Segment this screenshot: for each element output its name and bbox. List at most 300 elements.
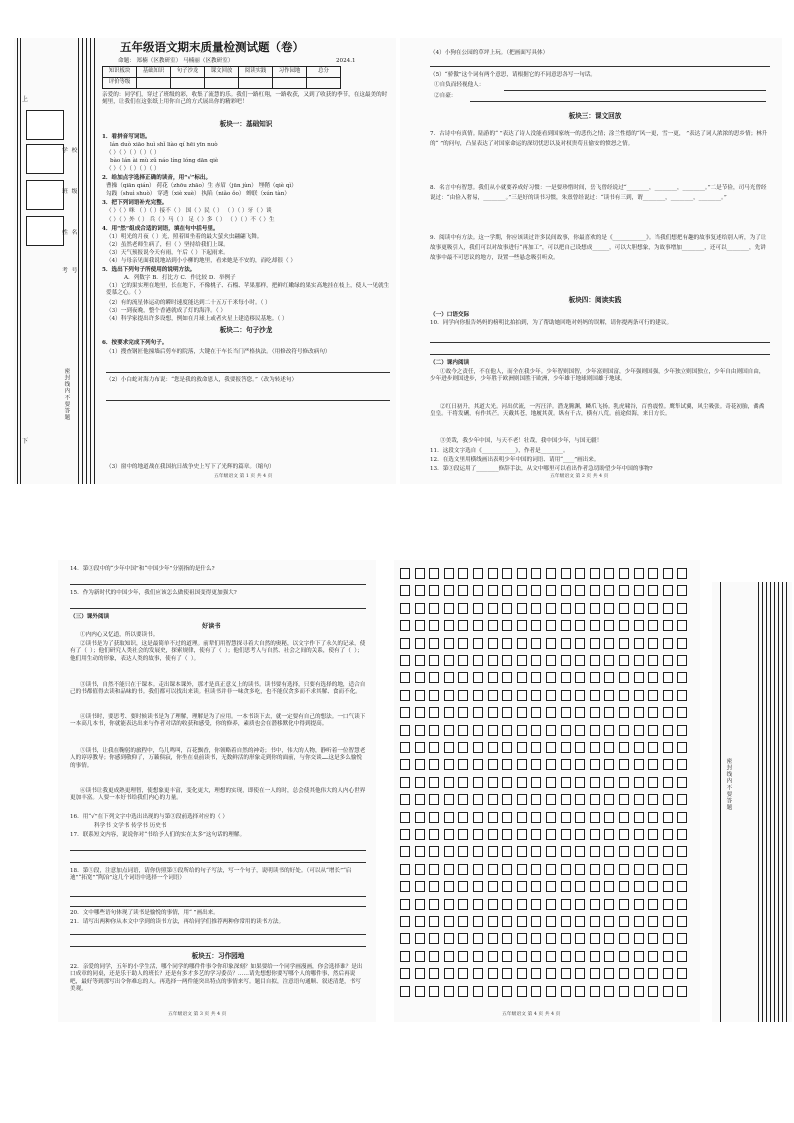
grid-cell[interactable]	[415, 603, 425, 614]
grid-cell[interactable]	[619, 794, 629, 805]
question-line[interactable]: （1）明光的月夜（ ）光，照着围坐着的最大萤火虫翩翩飞舞。	[106, 234, 263, 240]
grid-cell[interactable]	[677, 655, 687, 666]
question-11[interactable]: 11．这段文字选自《____________》，作者是________。	[430, 448, 569, 454]
grid-cell[interactable]	[473, 759, 483, 770]
grid-cell[interactable]	[648, 794, 658, 805]
grid-cell[interactable]	[648, 585, 658, 596]
grid-cell[interactable]	[677, 916, 687, 927]
grid-cell[interactable]	[488, 933, 498, 944]
grid-cell[interactable]	[634, 759, 644, 770]
grid-cell[interactable]	[502, 777, 512, 788]
grid-cell[interactable]	[531, 846, 541, 857]
grid-cell[interactable]	[458, 585, 468, 596]
grid-cell[interactable]	[604, 829, 614, 840]
grid-cell[interactable]	[546, 690, 556, 701]
grid-cell[interactable]	[502, 672, 512, 683]
grid-cell[interactable]	[677, 603, 687, 614]
grid-cell[interactable]	[619, 742, 629, 753]
grid-cell[interactable]	[444, 655, 454, 666]
grid-cell[interactable]	[663, 638, 673, 649]
grid-cell[interactable]	[619, 638, 629, 649]
grid-cell[interactable]	[400, 864, 410, 875]
grid-cell[interactable]	[415, 655, 425, 666]
grid-cell[interactable]	[561, 568, 571, 579]
grid-cell[interactable]	[648, 690, 658, 701]
grid-cell[interactable]	[648, 829, 658, 840]
grid-cell[interactable]	[648, 846, 658, 857]
grid-cell[interactable]	[634, 690, 644, 701]
grid-cell[interactable]	[502, 951, 512, 962]
grid-cell[interactable]	[473, 707, 483, 718]
grid-cell[interactable]	[444, 916, 454, 927]
grid-cell[interactable]	[473, 777, 483, 788]
grid-cell[interactable]	[648, 951, 658, 962]
grid-cell[interactable]	[590, 655, 600, 666]
grid-cell[interactable]	[590, 916, 600, 927]
grid-cell[interactable]	[634, 655, 644, 666]
grid-cell[interactable]	[429, 864, 439, 875]
grid-cell[interactable]	[488, 725, 498, 736]
grid-cell[interactable]	[415, 864, 425, 875]
grid-cell[interactable]	[473, 620, 483, 631]
grid-cell[interactable]	[488, 794, 498, 805]
grid-cell[interactable]	[546, 881, 556, 892]
grid-cell[interactable]	[677, 725, 687, 736]
grid-cell[interactable]	[473, 638, 483, 649]
grid-cell[interactable]	[561, 951, 571, 962]
grid-cell[interactable]	[473, 812, 483, 823]
grid-cell[interactable]	[604, 812, 614, 823]
grid-cell[interactable]	[590, 759, 600, 770]
grid-cell[interactable]	[663, 864, 673, 875]
grid-cell[interactable]	[634, 777, 644, 788]
grid-cell[interactable]	[531, 829, 541, 840]
grid-cell[interactable]	[561, 916, 571, 927]
question-8[interactable]: 8．名言中有智慧。我们从小就要养成好习惯：一是要珍惜时间，岳飞曾经说过“________，________，________。”二是节俭，司马光曾经说过：“由俭入奢易，________。”三是好的读书习惯，朱熹曾经说过：“读书有三到，谓________，________，________。”	[430, 185, 767, 201]
grid-cell[interactable]	[619, 864, 629, 875]
grid-cell[interactable]	[619, 585, 629, 596]
grid-cell[interactable]	[488, 690, 498, 701]
grid-cell[interactable]	[415, 986, 425, 997]
grid-cell[interactable]	[458, 568, 468, 579]
grid-cell[interactable]	[634, 638, 644, 649]
grid-cell[interactable]	[648, 899, 658, 910]
grid-cell[interactable]	[575, 742, 585, 753]
grid-cell[interactable]	[415, 794, 425, 805]
grid-cell[interactable]	[604, 759, 614, 770]
grid-cell[interactable]	[488, 916, 498, 927]
grid-cell[interactable]	[546, 846, 556, 857]
grid-cell[interactable]	[634, 933, 644, 944]
grid-cell[interactable]	[458, 864, 468, 875]
grid-cell[interactable]	[444, 603, 454, 614]
grid-cell[interactable]	[444, 899, 454, 910]
grid-cell[interactable]	[400, 951, 410, 962]
grid-cell[interactable]	[488, 568, 498, 579]
grid-cell[interactable]	[444, 986, 454, 997]
score-cell[interactable]	[273, 78, 307, 89]
grid-cell[interactable]	[429, 603, 439, 614]
grid-cell[interactable]	[619, 777, 629, 788]
grid-cell[interactable]	[663, 881, 673, 892]
grid-cell[interactable]	[415, 568, 425, 579]
grid-cell[interactable]	[531, 864, 541, 875]
grid-cell[interactable]	[400, 812, 410, 823]
grid-cell[interactable]	[648, 742, 658, 753]
grid-cell[interactable]	[415, 672, 425, 683]
grid-cell[interactable]	[619, 620, 629, 631]
grid-cell[interactable]	[429, 829, 439, 840]
grid-cell[interactable]	[429, 690, 439, 701]
grid-cell[interactable]	[619, 829, 629, 840]
grid-cell[interactable]	[648, 916, 658, 927]
grid-cell[interactable]	[502, 725, 512, 736]
grid-cell[interactable]	[575, 794, 585, 805]
grid-cell[interactable]	[546, 933, 556, 944]
grid-cell[interactable]	[663, 690, 673, 701]
grid-cell[interactable]	[473, 655, 483, 666]
grid-cell[interactable]	[604, 986, 614, 997]
grid-cell[interactable]	[415, 899, 425, 910]
grid-cell[interactable]	[619, 951, 629, 962]
grid-cell[interactable]	[517, 968, 527, 979]
grid-cell[interactable]	[400, 986, 410, 997]
grid-cell[interactable]	[429, 794, 439, 805]
grid-cell[interactable]	[590, 585, 600, 596]
grid-cell[interactable]	[575, 968, 585, 979]
grid-cell[interactable]	[488, 638, 498, 649]
grid-cell[interactable]	[619, 655, 629, 666]
grid-cell[interactable]	[677, 968, 687, 979]
grid-cell[interactable]	[444, 794, 454, 805]
grid-cell[interactable]	[488, 864, 498, 875]
grid-cell[interactable]	[590, 603, 600, 614]
grid-cell[interactable]	[575, 690, 585, 701]
question-12[interactable]: 12．在选文里用横线画出表明少年中国的词语、请用“____”画出来。	[430, 457, 600, 463]
grid-cell[interactable]	[517, 638, 527, 649]
grid-cell[interactable]	[517, 568, 527, 579]
grid-cell[interactable]	[663, 672, 673, 683]
grid-cell[interactable]	[575, 986, 585, 997]
grid-cell[interactable]	[444, 620, 454, 631]
grid-cell[interactable]	[546, 742, 556, 753]
grid-cell[interactable]	[575, 620, 585, 631]
grid-cell[interactable]	[546, 794, 556, 805]
grid-cell[interactable]	[546, 968, 556, 979]
question-line[interactable]: （2）有的流星体运动的瞬时速度能达到二十五万千米每小时。（ ）	[106, 300, 271, 306]
grid-cell[interactable]	[604, 951, 614, 962]
grid-cell[interactable]	[648, 620, 658, 631]
grid-cell[interactable]	[429, 707, 439, 718]
grid-cell[interactable]	[444, 846, 454, 857]
grid-cell[interactable]	[590, 846, 600, 857]
grid-cell[interactable]	[590, 568, 600, 579]
grid-cell[interactable]	[473, 899, 483, 910]
grid-cell[interactable]	[531, 916, 541, 927]
grid-cell[interactable]	[458, 846, 468, 857]
grid-cell[interactable]	[634, 725, 644, 736]
grid-cell[interactable]	[663, 812, 673, 823]
grid-cell[interactable]	[415, 968, 425, 979]
grid-cell[interactable]	[400, 638, 410, 649]
grid-cell[interactable]	[458, 812, 468, 823]
grid-cell[interactable]	[444, 759, 454, 770]
grid-cell[interactable]	[590, 812, 600, 823]
grid-cell[interactable]	[663, 899, 673, 910]
grid-cell[interactable]	[604, 620, 614, 631]
grid-cell[interactable]	[677, 777, 687, 788]
grid-cell[interactable]	[429, 846, 439, 857]
grid-cell[interactable]	[444, 725, 454, 736]
grid-cell[interactable]	[429, 655, 439, 666]
grid-cell[interactable]	[400, 899, 410, 910]
grid-cell[interactable]	[415, 951, 425, 962]
grid-cell[interactable]	[473, 829, 483, 840]
grid-cell[interactable]	[400, 672, 410, 683]
grid-cell[interactable]	[546, 829, 556, 840]
grid-cell[interactable]	[488, 655, 498, 666]
grid-cell[interactable]	[575, 933, 585, 944]
grid-cell[interactable]	[531, 585, 541, 596]
grid-cell[interactable]	[415, 916, 425, 927]
grid-cell[interactable]	[458, 794, 468, 805]
grid-cell[interactable]	[648, 812, 658, 823]
grid-cell[interactable]	[677, 881, 687, 892]
grid-cell[interactable]	[604, 794, 614, 805]
grid-cell[interactable]	[590, 986, 600, 997]
grid-cell[interactable]	[473, 864, 483, 875]
grid-cell[interactable]	[473, 725, 483, 736]
grid-cell[interactable]	[502, 968, 512, 979]
grid-cell[interactable]	[590, 951, 600, 962]
grid-cell[interactable]	[444, 707, 454, 718]
grid-cell[interactable]	[590, 968, 600, 979]
grid-cell[interactable]	[677, 846, 687, 857]
score-cell[interactable]	[171, 78, 205, 89]
grid-cell[interactable]	[415, 690, 425, 701]
grid-cell[interactable]	[517, 933, 527, 944]
grid-cell[interactable]	[488, 846, 498, 857]
grid-cell[interactable]	[561, 655, 571, 666]
grid-cell[interactable]	[458, 968, 468, 979]
grid-cell[interactable]	[546, 951, 556, 962]
grid-cell[interactable]	[648, 725, 658, 736]
grid-cell[interactable]	[517, 951, 527, 962]
grid-cell[interactable]	[444, 585, 454, 596]
grid-cell[interactable]	[677, 672, 687, 683]
grid-cell[interactable]	[400, 846, 410, 857]
grid-cell[interactable]	[531, 812, 541, 823]
grid-cell[interactable]	[531, 794, 541, 805]
grid-cell[interactable]	[561, 707, 571, 718]
grid-cell[interactable]	[648, 568, 658, 579]
grid-cell[interactable]	[619, 916, 629, 927]
score-cell[interactable]	[205, 78, 239, 89]
grid-cell[interactable]	[575, 899, 585, 910]
grid-cell[interactable]	[458, 777, 468, 788]
grid-cell[interactable]	[648, 655, 658, 666]
grid-cell[interactable]	[502, 986, 512, 997]
grid-cell[interactable]	[677, 620, 687, 631]
answer-blanks[interactable]: （ ）（ ）（ ）（ ）（ ）	[106, 166, 160, 172]
grid-cell[interactable]	[634, 986, 644, 997]
grid-cell[interactable]	[429, 812, 439, 823]
grid-cell[interactable]	[575, 846, 585, 857]
question-line[interactable]: （2）虽然老师生病了，但（ ）坚持给我们上课。	[106, 242, 229, 248]
grid-cell[interactable]	[429, 725, 439, 736]
grid-cell[interactable]	[429, 585, 439, 596]
grid-cell[interactable]	[488, 829, 498, 840]
grid-cell[interactable]	[575, 864, 585, 875]
grid-cell[interactable]	[677, 933, 687, 944]
grid-cell[interactable]	[575, 655, 585, 666]
grid-cell[interactable]	[517, 620, 527, 631]
grid-cell[interactable]	[473, 690, 483, 701]
grid-cell[interactable]	[677, 812, 687, 823]
grid-cell[interactable]	[429, 777, 439, 788]
grid-cell[interactable]	[677, 568, 687, 579]
grid-cell[interactable]	[561, 620, 571, 631]
grid-cell[interactable]	[488, 899, 498, 910]
grid-cell[interactable]	[415, 585, 425, 596]
grid-cell[interactable]	[517, 864, 527, 875]
grid-cell[interactable]	[604, 690, 614, 701]
grid-cell[interactable]	[488, 777, 498, 788]
grid-cell[interactable]	[400, 725, 410, 736]
grid-cell[interactable]	[444, 690, 454, 701]
grid-cell[interactable]	[400, 742, 410, 753]
grid-cell[interactable]	[488, 672, 498, 683]
grid-cell[interactable]	[604, 933, 614, 944]
grid-cell[interactable]	[677, 899, 687, 910]
grid-cell[interactable]	[648, 759, 658, 770]
grid-cell[interactable]	[663, 951, 673, 962]
grid-cell[interactable]	[590, 777, 600, 788]
grid-cell[interactable]	[575, 812, 585, 823]
grid-cell[interactable]	[415, 933, 425, 944]
grid-cell[interactable]	[488, 759, 498, 770]
grid-cell[interactable]	[648, 864, 658, 875]
grid-cell[interactable]	[634, 620, 644, 631]
question-9[interactable]: 9．阅读中有方法。这一学期，你应该读过许多民间故事，你最喜欢的是《____________》。当我们想把有趣的故事复述给别人听，为了让故事更吸引人，我们可以对故事进行“再加工”，可以把自己设想成______，可以大胆想象，为故事增加________，还可以________，先讲故事中最不可思议的地方，设置一些悬念吸引听众。	[430, 235, 767, 261]
grid-cell[interactable]	[619, 968, 629, 979]
grid-cell[interactable]	[531, 638, 541, 649]
grid-cell[interactable]	[488, 986, 498, 997]
grid-cell[interactable]	[473, 986, 483, 997]
grid-cell[interactable]	[546, 899, 556, 910]
grid-cell[interactable]	[677, 829, 687, 840]
grid-cell[interactable]	[634, 707, 644, 718]
grid-cell[interactable]	[590, 794, 600, 805]
grid-cell[interactable]	[590, 864, 600, 875]
grid-cell[interactable]	[488, 585, 498, 596]
grid-cell[interactable]	[415, 881, 425, 892]
grid-cell[interactable]	[473, 846, 483, 857]
grid-cell[interactable]	[561, 899, 571, 910]
grid-cell[interactable]	[677, 638, 687, 649]
grid-cell[interactable]	[473, 933, 483, 944]
grid-cell[interactable]	[517, 725, 527, 736]
grid-cell[interactable]	[604, 916, 614, 927]
grid-cell[interactable]	[561, 638, 571, 649]
grid-cell[interactable]	[590, 933, 600, 944]
grid-cell[interactable]	[561, 812, 571, 823]
grid-cell[interactable]	[677, 864, 687, 875]
question-line[interactable]: 勾践（shuì shuò） 穿透（xiè xuè） 执陷（niǎo ǒo） 蝉联（xún tàn）	[106, 191, 290, 197]
grid-cell[interactable]	[502, 585, 512, 596]
grid-cell[interactable]	[590, 742, 600, 753]
grid-cell[interactable]	[429, 899, 439, 910]
grid-cell[interactable]	[663, 707, 673, 718]
grid-cell[interactable]	[561, 725, 571, 736]
grid-cell[interactable]	[590, 881, 600, 892]
grid-cell[interactable]	[561, 690, 571, 701]
grid-cell[interactable]	[663, 794, 673, 805]
grid-cell[interactable]	[517, 585, 527, 596]
grid-cell[interactable]	[531, 672, 541, 683]
grid-cell[interactable]	[429, 933, 439, 944]
grid-cell[interactable]	[619, 603, 629, 614]
grid-cell[interactable]	[488, 968, 498, 979]
question-line[interactable]: 曹操（qiān qián） 荷花（zhōu zhāo）生 赤眉（jūn jùn） 埋鞘（qiè qì）	[106, 183, 297, 189]
grid-cell[interactable]	[444, 933, 454, 944]
grid-cell[interactable]	[473, 672, 483, 683]
grid-cell[interactable]	[458, 707, 468, 718]
grid-cell[interactable]	[473, 968, 483, 979]
grid-cell[interactable]	[663, 742, 673, 753]
grid-cell[interactable]	[502, 742, 512, 753]
grid-cell[interactable]	[517, 829, 527, 840]
grid-cell[interactable]	[458, 916, 468, 927]
grid-cell[interactable]	[648, 933, 658, 944]
grid-cell[interactable]	[590, 725, 600, 736]
grid-cell[interactable]	[415, 829, 425, 840]
grid-cell[interactable]	[458, 638, 468, 649]
grid-cell[interactable]	[488, 881, 498, 892]
grid-cell[interactable]	[400, 794, 410, 805]
grid-cell[interactable]	[502, 759, 512, 770]
grid-cell[interactable]	[517, 986, 527, 997]
grid-cell[interactable]	[561, 986, 571, 997]
grid-cell[interactable]	[561, 829, 571, 840]
grid-cell[interactable]	[531, 986, 541, 997]
grid-cell[interactable]	[400, 568, 410, 579]
grid-cell[interactable]	[677, 794, 687, 805]
grid-cell[interactable]	[590, 899, 600, 910]
grid-cell[interactable]	[590, 672, 600, 683]
grid-cell[interactable]	[648, 638, 658, 649]
grid-cell[interactable]	[604, 725, 614, 736]
grid-cell[interactable]	[634, 968, 644, 979]
grid-cell[interactable]	[415, 707, 425, 718]
grid-cell[interactable]	[604, 638, 614, 649]
grid-cell[interactable]	[429, 916, 439, 927]
grid-cell[interactable]	[400, 655, 410, 666]
grid-cell[interactable]	[531, 777, 541, 788]
grid-cell[interactable]	[677, 951, 687, 962]
grid-cell[interactable]	[663, 585, 673, 596]
grid-cell[interactable]	[400, 707, 410, 718]
grid-cell[interactable]	[400, 690, 410, 701]
grid-cell[interactable]	[400, 916, 410, 927]
grid-cell[interactable]	[458, 620, 468, 631]
grid-cell[interactable]	[561, 864, 571, 875]
grid-cell[interactable]	[458, 881, 468, 892]
grid-cell[interactable]	[531, 742, 541, 753]
grid-cell[interactable]	[415, 846, 425, 857]
grid-cell[interactable]	[458, 603, 468, 614]
grid-cell[interactable]	[546, 585, 556, 596]
